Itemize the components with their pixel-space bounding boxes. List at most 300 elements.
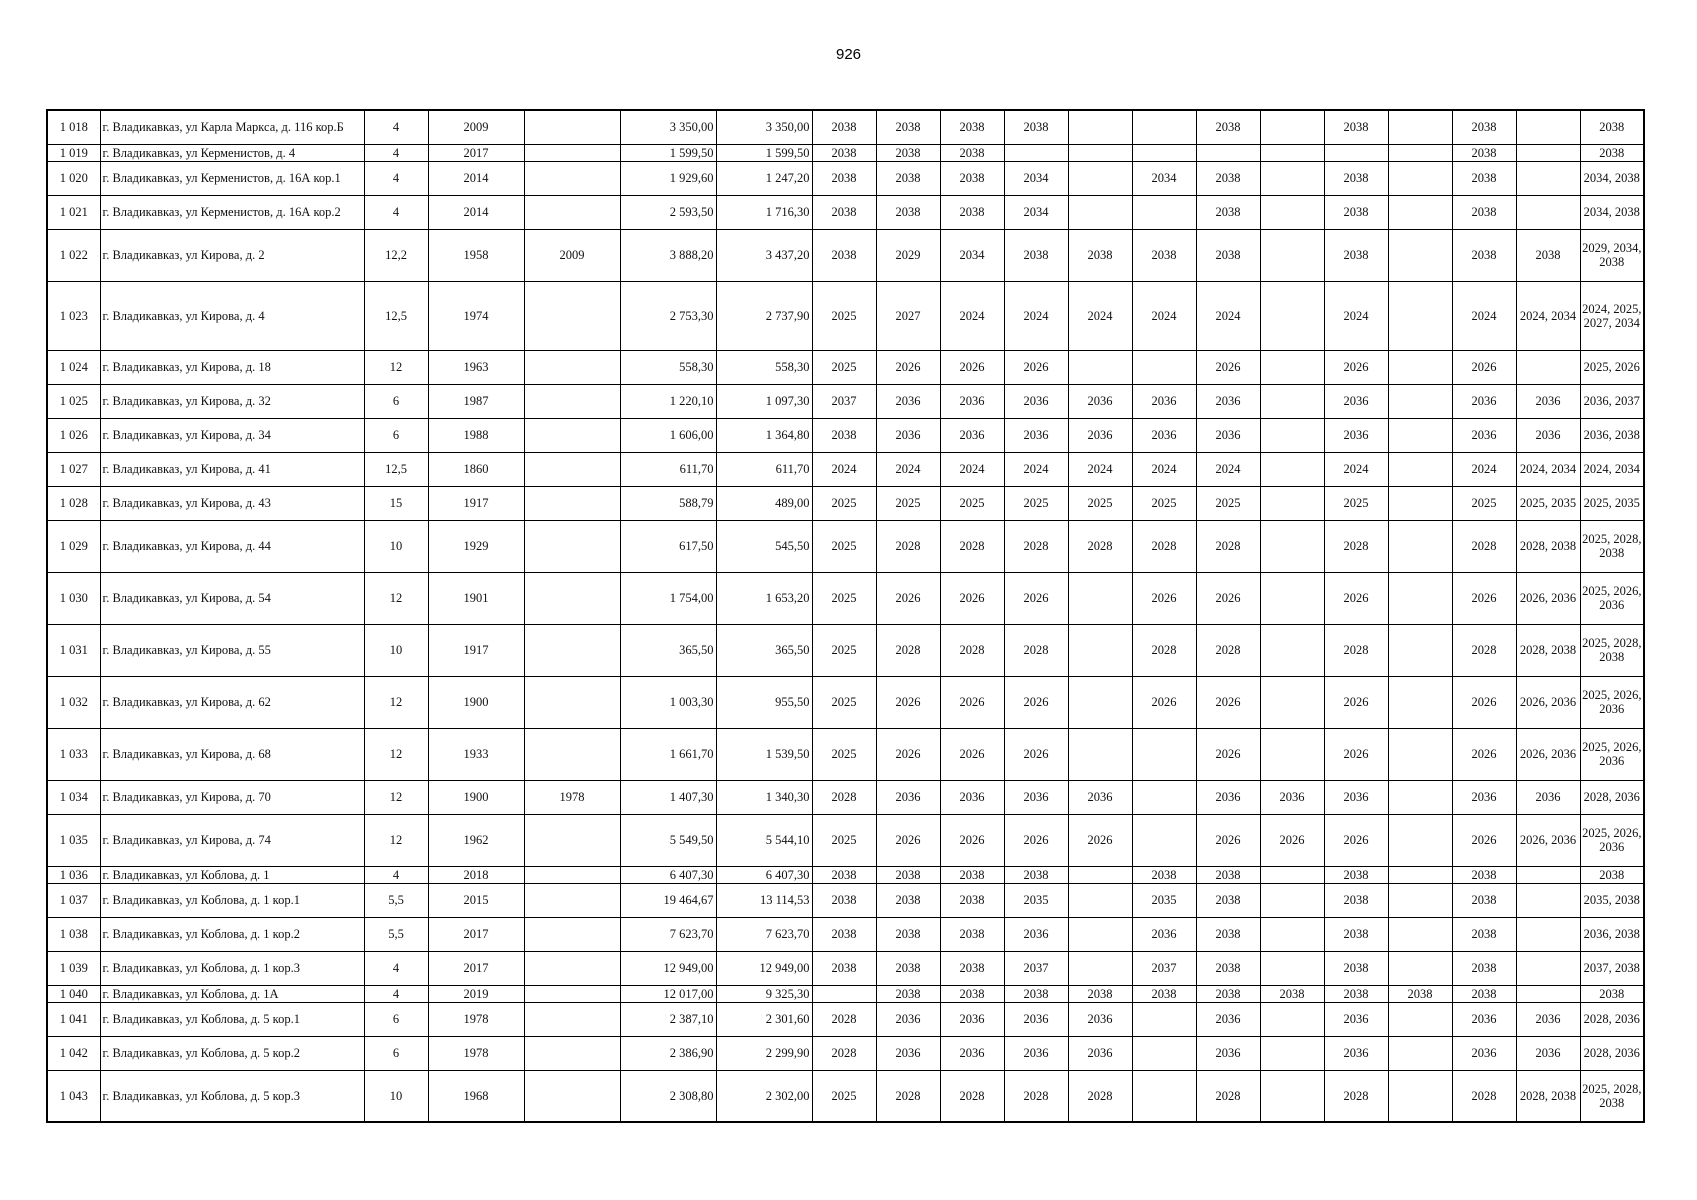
repair-year-cell: 2037 (1132, 951, 1196, 985)
floors-cell: 12 (364, 814, 428, 866)
repair-year-cell (1388, 452, 1452, 486)
repair-year-cell: 2025 (940, 486, 1004, 520)
repair-year-cell: 2028 (1004, 1070, 1068, 1122)
repair-year-cell: 2034 (1132, 161, 1196, 195)
repair-year-cell: 2028 (940, 624, 1004, 676)
build-year-cell: 2014 (428, 161, 524, 195)
repair-year-cell (1516, 985, 1580, 1002)
repair-year-cell (1260, 418, 1324, 452)
repair-year-cell: 2036 (940, 780, 1004, 814)
repair-year-cell: 2038 (1196, 866, 1260, 883)
table-row (47, 814, 1644, 866)
reconstruction-year-cell (524, 728, 620, 780)
build-year-cell: 2015 (428, 883, 524, 917)
repair-year-cell (1260, 951, 1324, 985)
repair-year-cell: 2028, 2038 (1516, 1070, 1580, 1122)
repair-year-cell (1132, 814, 1196, 866)
repair-year-cell (1068, 624, 1132, 676)
repair-year-cell: 2024 (812, 452, 876, 486)
floors-cell: 12 (364, 350, 428, 384)
row-number-cell: 1 030 (47, 572, 100, 624)
reconstruction-year-cell: 2009 (524, 229, 620, 281)
total-area-cell: 617,50 (620, 520, 716, 572)
reconstruction-year-cell (524, 883, 620, 917)
table-row (47, 452, 1644, 486)
repair-year-cell (1260, 384, 1324, 418)
reconstruction-year-cell (524, 985, 620, 1002)
table-row (47, 728, 1644, 780)
repair-year-cell: 2026 (1324, 728, 1388, 780)
row-number-cell: 1 034 (47, 780, 100, 814)
repair-year-cell: 2028 (1004, 624, 1068, 676)
repair-year-cell: 2028 (1324, 520, 1388, 572)
repair-year-cell: 2026 (876, 572, 940, 624)
repair-year-cell: 2036 (1196, 384, 1260, 418)
repair-year-cell: 2038 (1004, 110, 1068, 144)
address-cell: г. Владикавказ, ул Коблова, д. 1 (100, 866, 364, 883)
floors-cell: 4 (364, 161, 428, 195)
reconstruction-year-cell (524, 195, 620, 229)
repair-year-cell: 2038 (1580, 985, 1644, 1002)
repair-year-cell: 2026 (1452, 676, 1516, 728)
table-row (47, 486, 1644, 520)
repair-year-cell: 2035, 2038 (1580, 883, 1644, 917)
repair-year-cell (1388, 728, 1452, 780)
total-area-cell: 2 387,10 (620, 1002, 716, 1036)
repair-year-cell: 2024 (1196, 452, 1260, 486)
address-cell: г. Владикавказ, ул Керменистов, д. 16А кор.1 (100, 161, 364, 195)
repair-year-cell: 2038 (812, 110, 876, 144)
repair-year-cell: 2038 (812, 866, 876, 883)
repair-year-cell: 2038 (876, 866, 940, 883)
repair-year-cell: 2028, 2038 (1516, 520, 1580, 572)
repair-year-cell: 2028 (1004, 520, 1068, 572)
reconstruction-year-cell (524, 866, 620, 883)
repair-year-cell: 2038 (1004, 866, 1068, 883)
floors-cell: 4 (364, 985, 428, 1002)
row-number-cell: 1 039 (47, 951, 100, 985)
repair-year-cell: 2038 (812, 229, 876, 281)
residential-area-cell: 955,50 (716, 676, 812, 728)
repair-year-cell (1388, 418, 1452, 452)
reconstruction-year-cell (524, 917, 620, 951)
repair-year-cell (1516, 917, 1580, 951)
repair-year-cell (1388, 1070, 1452, 1122)
reconstruction-year-cell (524, 1036, 620, 1070)
repair-year-cell: 2024, 2034 (1516, 452, 1580, 486)
repair-year-cell: 2028 (1068, 520, 1132, 572)
repair-year-cell: 2036 (1324, 384, 1388, 418)
repair-year-cell: 2036 (1068, 418, 1132, 452)
repair-year-cell (1260, 624, 1324, 676)
repair-year-cell: 2038 (1196, 951, 1260, 985)
repair-year-cell: 2038 (1132, 229, 1196, 281)
reconstruction-year-cell (524, 110, 620, 144)
build-year-cell: 2018 (428, 866, 524, 883)
repair-year-cell: 2026 (1196, 676, 1260, 728)
address-cell: г. Владикавказ, ул Коблова, д. 1А (100, 985, 364, 1002)
address-cell: г. Владикавказ, ул Керменистов, д. 16А кор.2 (100, 195, 364, 229)
table-row (47, 917, 1644, 951)
page-number: 926 (835, 46, 862, 63)
table-row (47, 520, 1644, 572)
repair-year-cell: 2026 (876, 676, 940, 728)
repair-year-cell (1516, 951, 1580, 985)
row-number-cell: 1 038 (47, 917, 100, 951)
repair-year-cell: 2036 (1068, 1002, 1132, 1036)
repair-year-cell: 2038 (1452, 985, 1516, 1002)
repair-year-cell: 2038 (876, 195, 940, 229)
repair-year-cell (1388, 1002, 1452, 1036)
total-area-cell: 12 017,00 (620, 985, 716, 1002)
residential-area-cell: 2 302,00 (716, 1070, 812, 1122)
repair-year-cell: 2036 (1516, 384, 1580, 418)
row-number-cell: 1 029 (47, 520, 100, 572)
repair-year-cell: 2036 (1516, 1036, 1580, 1070)
residential-area-cell: 489,00 (716, 486, 812, 520)
repair-year-cell: 2026 (1004, 676, 1068, 728)
reconstruction-year-cell (524, 572, 620, 624)
repair-year-cell (1388, 951, 1452, 985)
repair-year-cell (1260, 110, 1324, 144)
repair-year-cell: 2028 (1452, 1070, 1516, 1122)
repair-year-cell (1132, 350, 1196, 384)
repair-year-cell: 2025 (1068, 486, 1132, 520)
repair-year-cell (812, 985, 876, 1002)
residential-area-cell: 558,30 (716, 350, 812, 384)
repair-year-cell: 2028 (1196, 1070, 1260, 1122)
row-number-cell: 1 031 (47, 624, 100, 676)
repair-year-cell: 2028, 2036 (1580, 1036, 1644, 1070)
repair-year-cell: 2025, 2026, 2036 (1580, 676, 1644, 728)
reconstruction-year-cell (524, 624, 620, 676)
repair-year-cell: 2036 (1516, 1002, 1580, 1036)
table-row (47, 780, 1644, 814)
repair-year-cell (1196, 144, 1260, 161)
repair-year-cell (1260, 917, 1324, 951)
floors-cell: 4 (364, 866, 428, 883)
repair-year-cell: 2028 (876, 520, 940, 572)
build-year-cell: 2009 (428, 110, 524, 144)
repair-year-cell (1068, 161, 1132, 195)
repair-year-cell: 2025 (1324, 486, 1388, 520)
repair-year-cell: 2028 (1324, 624, 1388, 676)
repair-year-cell: 2038 (1452, 951, 1516, 985)
residential-area-cell: 1 599,50 (716, 144, 812, 161)
floors-cell: 12,5 (364, 452, 428, 486)
repair-year-cell: 2038 (876, 883, 940, 917)
floors-cell: 6 (364, 418, 428, 452)
repair-year-cell: 2024 (1004, 281, 1068, 350)
repair-year-cell: 2026 (1004, 350, 1068, 384)
residential-area-cell: 2 299,90 (716, 1036, 812, 1070)
repair-year-cell: 2038 (812, 195, 876, 229)
repair-year-cell: 2038 (1132, 866, 1196, 883)
repair-year-cell: 2038 (1452, 883, 1516, 917)
residential-area-cell: 1 539,50 (716, 728, 812, 780)
repair-year-cell (1260, 866, 1324, 883)
repair-year-cell: 2025 (812, 486, 876, 520)
table-row (47, 384, 1644, 418)
repair-year-cell: 2038 (876, 951, 940, 985)
row-number-cell: 1 026 (47, 418, 100, 452)
floors-cell: 15 (364, 486, 428, 520)
repair-year-cell (1068, 572, 1132, 624)
total-area-cell: 12 949,00 (620, 951, 716, 985)
total-area-cell: 558,30 (620, 350, 716, 384)
residential-area-cell: 1 716,30 (716, 195, 812, 229)
repair-year-cell: 2026 (876, 814, 940, 866)
reconstruction-year-cell (524, 520, 620, 572)
repair-year-cell: 2034, 2038 (1580, 161, 1644, 195)
repair-year-cell: 2038 (1196, 110, 1260, 144)
address-cell: г. Владикавказ, ул Кирова, д. 55 (100, 624, 364, 676)
repair-year-cell: 2026 (940, 572, 1004, 624)
repair-year-cell: 2036 (1516, 780, 1580, 814)
row-number-cell: 1 018 (47, 110, 100, 144)
total-area-cell: 5 549,50 (620, 814, 716, 866)
total-area-cell: 7 623,70 (620, 917, 716, 951)
repair-year-cell: 2026 (1196, 350, 1260, 384)
repair-year-cell (1260, 161, 1324, 195)
repair-year-cell (1132, 1002, 1196, 1036)
repair-year-cell: 2036 (1132, 418, 1196, 452)
repair-year-cell: 2037 (1004, 951, 1068, 985)
repair-year-cell (1516, 144, 1580, 161)
repair-year-cell: 2036 (1324, 1002, 1388, 1036)
address-cell: г. Владикавказ, ул Коблова, д. 1 кор.1 (100, 883, 364, 917)
build-year-cell: 2017 (428, 951, 524, 985)
address-cell: г. Владикавказ, ул Керменистов, д. 4 (100, 144, 364, 161)
floors-cell: 5,5 (364, 917, 428, 951)
total-area-cell: 2 593,50 (620, 195, 716, 229)
reconstruction-year-cell (524, 144, 620, 161)
total-area-cell: 3 888,20 (620, 229, 716, 281)
repair-year-cell: 2038 (812, 883, 876, 917)
repair-year-cell: 2036 (1260, 780, 1324, 814)
repair-year-cell: 2028 (812, 780, 876, 814)
build-year-cell: 1988 (428, 418, 524, 452)
repair-year-cell (1260, 883, 1324, 917)
repair-year-cell (1516, 866, 1580, 883)
repair-year-cell: 2028 (876, 1070, 940, 1122)
repair-year-cell (1068, 110, 1132, 144)
repair-year-cell: 2037, 2038 (1580, 951, 1644, 985)
row-number-cell: 1 023 (47, 281, 100, 350)
address-cell: г. Владикавказ, ул Кирова, д. 18 (100, 350, 364, 384)
repair-year-cell: 2025 (812, 572, 876, 624)
repair-year-cell: 2038 (876, 110, 940, 144)
repair-year-cell: 2038 (1004, 229, 1068, 281)
repair-year-cell: 2038 (940, 110, 1004, 144)
repair-year-cell: 2025 (812, 350, 876, 384)
repair-year-cell: 2038 (1452, 917, 1516, 951)
build-year-cell: 2014 (428, 195, 524, 229)
repair-year-cell: 2024 (1452, 281, 1516, 350)
repair-year-cell: 2038 (876, 917, 940, 951)
repair-year-cell (1516, 350, 1580, 384)
repair-year-cell: 2034 (940, 229, 1004, 281)
repair-year-cell: 2038 (1324, 195, 1388, 229)
repair-year-cell (1260, 1002, 1324, 1036)
repair-year-cell: 2036 (940, 418, 1004, 452)
residential-area-cell: 365,50 (716, 624, 812, 676)
repair-year-cell (1388, 281, 1452, 350)
repair-year-cell: 2024, 2034 (1516, 281, 1580, 350)
floors-cell: 12 (364, 728, 428, 780)
residential-area-cell: 1 247,20 (716, 161, 812, 195)
repair-year-cell (1388, 917, 1452, 951)
repair-year-cell (1388, 624, 1452, 676)
repair-year-cell: 2028 (812, 1036, 876, 1070)
repair-year-cell: 2028, 2038 (1516, 624, 1580, 676)
repair-year-cell (1260, 281, 1324, 350)
floors-cell: 12 (364, 780, 428, 814)
repair-year-cell (1388, 520, 1452, 572)
repair-year-cell: 2026 (1068, 814, 1132, 866)
repair-year-cell (1388, 676, 1452, 728)
repair-year-cell: 2025 (1196, 486, 1260, 520)
build-year-cell: 1978 (428, 1036, 524, 1070)
table-row (47, 195, 1644, 229)
table-row (47, 1002, 1644, 1036)
table-row (47, 676, 1644, 728)
repair-year-cell: 2038 (1132, 985, 1196, 1002)
repair-year-cell: 2026 (1452, 814, 1516, 866)
repair-year-cell: 2038 (812, 161, 876, 195)
repair-year-cell: 2025 (812, 624, 876, 676)
residential-area-cell: 7 623,70 (716, 917, 812, 951)
repair-year-cell (1068, 883, 1132, 917)
repair-year-cell: 2038 (1452, 195, 1516, 229)
address-cell: г. Владикавказ, ул Кирова, д. 44 (100, 520, 364, 572)
repair-year-cell: 2028 (1196, 520, 1260, 572)
build-year-cell: 1963 (428, 350, 524, 384)
build-year-cell: 1901 (428, 572, 524, 624)
repair-year-cell (1260, 195, 1324, 229)
repair-year-cell (1516, 161, 1580, 195)
repair-year-cell: 2036, 2038 (1580, 418, 1644, 452)
repair-year-cell (1068, 728, 1132, 780)
address-cell: г. Владикавказ, ул Кирова, д. 62 (100, 676, 364, 728)
repair-year-cell (1260, 486, 1324, 520)
repair-year-cell: 2038 (1580, 110, 1644, 144)
repair-year-cell: 2038 (876, 144, 940, 161)
build-year-cell: 1860 (428, 452, 524, 486)
repair-year-cell: 2025, 2028, 2038 (1580, 1070, 1644, 1122)
repair-year-cell: 2038 (1196, 195, 1260, 229)
table-row (47, 350, 1644, 384)
total-area-cell: 6 407,30 (620, 866, 716, 883)
repair-year-cell (1260, 572, 1324, 624)
build-year-cell: 1929 (428, 520, 524, 572)
row-number-cell: 1 032 (47, 676, 100, 728)
repair-year-cell: 2036 (1452, 1002, 1516, 1036)
address-cell: г. Владикавказ, ул Коблова, д. 1 кор.3 (100, 951, 364, 985)
repair-year-cell: 2028 (1452, 520, 1516, 572)
address-cell: г. Владикавказ, ул Коблова, д. 5 кор.1 (100, 1002, 364, 1036)
reconstruction-year-cell (524, 281, 620, 350)
repair-year-cell: 2035 (1132, 883, 1196, 917)
repair-year-cell: 2026 (1324, 350, 1388, 384)
repair-year-cell: 2036 (1196, 1036, 1260, 1070)
repair-year-cell: 2038 (876, 161, 940, 195)
repair-year-cell (1388, 195, 1452, 229)
repair-year-cell (1388, 350, 1452, 384)
repair-year-cell: 2025 (876, 486, 940, 520)
repair-year-cell: 2024 (1196, 281, 1260, 350)
repair-year-cell: 2038 (1324, 161, 1388, 195)
repair-year-cell: 2038 (1068, 985, 1132, 1002)
reconstruction-year-cell (524, 350, 620, 384)
repair-year-cell (1260, 1070, 1324, 1122)
residential-area-cell: 545,50 (716, 520, 812, 572)
build-year-cell: 2017 (428, 144, 524, 161)
address-cell: г. Владикавказ, ул Коблова, д. 1 кор.2 (100, 917, 364, 951)
reconstruction-year-cell (524, 384, 620, 418)
repair-year-cell (1068, 951, 1132, 985)
repair-year-cell: 2025 (812, 814, 876, 866)
repair-year-cell: 2036, 2038 (1580, 917, 1644, 951)
repair-year-cell (1388, 814, 1452, 866)
repair-year-cell: 2038 (940, 985, 1004, 1002)
build-year-cell: 1933 (428, 728, 524, 780)
address-cell: г. Владикавказ, ул Кирова, д. 70 (100, 780, 364, 814)
repair-year-cell: 2026 (1196, 728, 1260, 780)
table-row (47, 866, 1644, 883)
repair-year-cell (1260, 728, 1324, 780)
floors-cell: 5,5 (364, 883, 428, 917)
residential-area-cell: 1 364,80 (716, 418, 812, 452)
repair-year-cell (1388, 486, 1452, 520)
table-row (47, 572, 1644, 624)
repair-year-cell: 2038 (812, 418, 876, 452)
repair-year-cell: 2026 (940, 676, 1004, 728)
repair-year-cell: 2026 (1452, 728, 1516, 780)
address-cell: г. Владикавказ, ул Коблова, д. 5 кор.2 (100, 1036, 364, 1070)
repair-year-cell (1388, 144, 1452, 161)
table-row (47, 281, 1644, 350)
repair-year-cell: 2038 (1196, 917, 1260, 951)
residential-area-cell: 5 544,10 (716, 814, 812, 866)
repair-year-cell: 2028 (1196, 624, 1260, 676)
table-row (47, 883, 1644, 917)
repair-year-cell: 2038 (1196, 161, 1260, 195)
floors-cell: 6 (364, 384, 428, 418)
repair-year-cell: 2028 (1132, 520, 1196, 572)
repair-year-cell (1260, 520, 1324, 572)
total-area-cell: 2 308,80 (620, 1070, 716, 1122)
address-cell: г. Владикавказ, ул Кирова, д. 41 (100, 452, 364, 486)
repair-year-cell: 2025, 2028, 2038 (1580, 624, 1644, 676)
row-number-cell: 1 040 (47, 985, 100, 1002)
repair-year-cell: 2028 (1324, 1070, 1388, 1122)
repair-year-cell (1388, 384, 1452, 418)
reconstruction-year-cell (524, 161, 620, 195)
repair-year-cell (1516, 195, 1580, 229)
repair-year-cell: 2036 (1324, 418, 1388, 452)
build-year-cell: 1900 (428, 676, 524, 728)
repair-year-cell (1132, 780, 1196, 814)
table-row (47, 951, 1644, 985)
repair-year-cell: 2026 (940, 350, 1004, 384)
repair-year-cell: 2036 (1452, 384, 1516, 418)
repair-year-cell: 2025 (1004, 486, 1068, 520)
floors-cell: 12 (364, 572, 428, 624)
repair-year-cell: 2038 (812, 144, 876, 161)
repair-year-cell: 2026 (1260, 814, 1324, 866)
residential-area-cell: 3 437,20 (716, 229, 812, 281)
